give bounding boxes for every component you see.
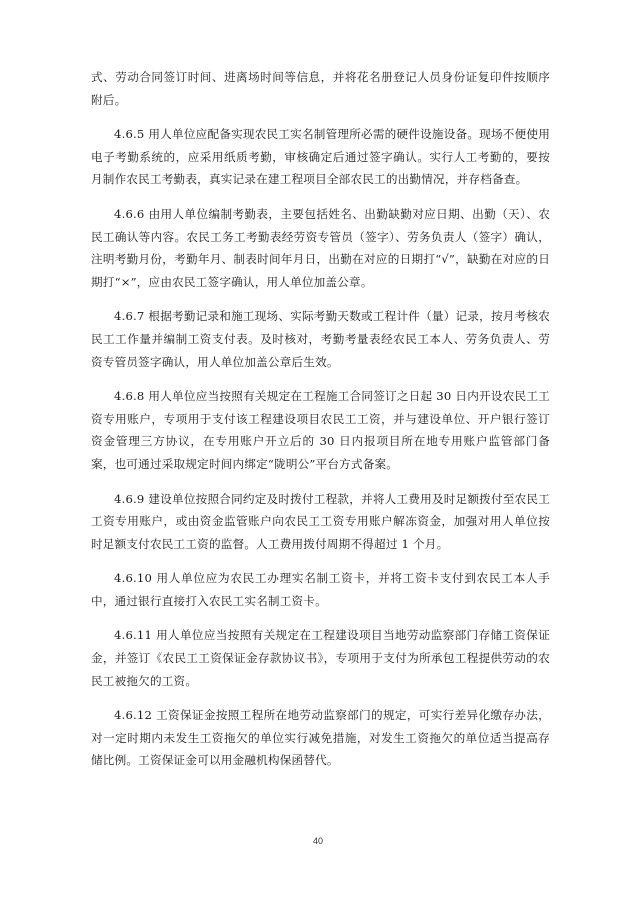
paragraph-4-6-5: 4.6.5 用人单位应配备实现农民工实名制管理所必需的硬件设施设备。现场不便使用电子考勤系统的，应采用纸质考勤，审核确定后通过签字确认。实行人工考勤的，要按月制作农民工考勤表，真实记录在建工程项目全部农民工的出勤情况，并存档备查。 — [91, 127, 550, 187]
paragraph-4-6-8: 4.6.8 用人单位应当按照有关规定在工程施工合同签订之日起 30 日内开设农民工工资专用账户，专项用于支付该工程建设项目农民工工资，并与建设单位、开户银行签订资金管理三方协议，在专用账户开立后的 30 日内报项目所在地专用账户监管部门备案，也可通过采取规定时间内绑定“陇明公”平台方式备案。 — [91, 389, 550, 471]
document-body — [91, 66, 550, 784]
paragraph-4-6-10: 4.6.10 用人单位应为农民工办理实名制工资卡，并将工资卡支付到农民工本人手中，通过银行直接打入农民工实名制工资卡。 — [91, 571, 550, 608]
paragraph-4-6-11: 4.6.11 用人单位应当按照有关规定在工程建设项目当地劳动监察部门存储工资保证金，并签订《农民工工资保证金存款协议书》，专项用于支付为所承包工程提供劳动的农民工被拖欠的工资。 — [91, 628, 550, 688]
paragraph-4-6-7: 4.6.7 根据考勤记录和施工现场、实际考勤天数或工程计件（量）记录，按月考核农民工工作量并编制工资支付表。及时核对，考勤考量表经农民工本人、劳务负责人、劳资专管员签字确认，用人单位加盖公章后生效。 — [91, 309, 550, 369]
paragraph-4-6-12: 4.6.12 工资保证金按照工程所在地劳动监察部门的规定，可实行差异化缴存办法，对一定时期内未发生工资拖欠的单位实行减免措施，对发生工资拖欠的单位适当提高存储比例。工资保证金可以用金融机构保函替代。 — [91, 708, 550, 768]
paragraph-4-6-9: 4.6.9 建设单位按照合同约定及时拨付工程款，并将人工费用及时足额拨付至农民工工资专用账户，或由资金监管账户向农民工工资专用账户解冻资金，加强对用人单位按时足额支付农民工工资的监督。人工费用拨付周期不得超过 1 个月。 — [91, 491, 550, 551]
paragraph-4-6-6: 4.6.6 由用人单位编制考勤表，主要包括姓名、出勤缺勤对应日期、出勤（天）、农民工确认等内容。农民工务工考勤表经劳资专管员（签字）、劳务负责人（签字）确认，注明考勤月份，考勤年月、制表时间年月日，出勤在对应的日期打“√”，缺勤在对应的日期打“×”，应由农民工签字确认，用人单位加盖公章。 — [91, 206, 550, 289]
paragraph-continuation: 式、劳动合同签订时间、进离场时间等信息，并将花名册登记人员身份证复印件按顺序附后。 — [91, 70, 550, 107]
page-number: 40 — [312, 836, 323, 846]
